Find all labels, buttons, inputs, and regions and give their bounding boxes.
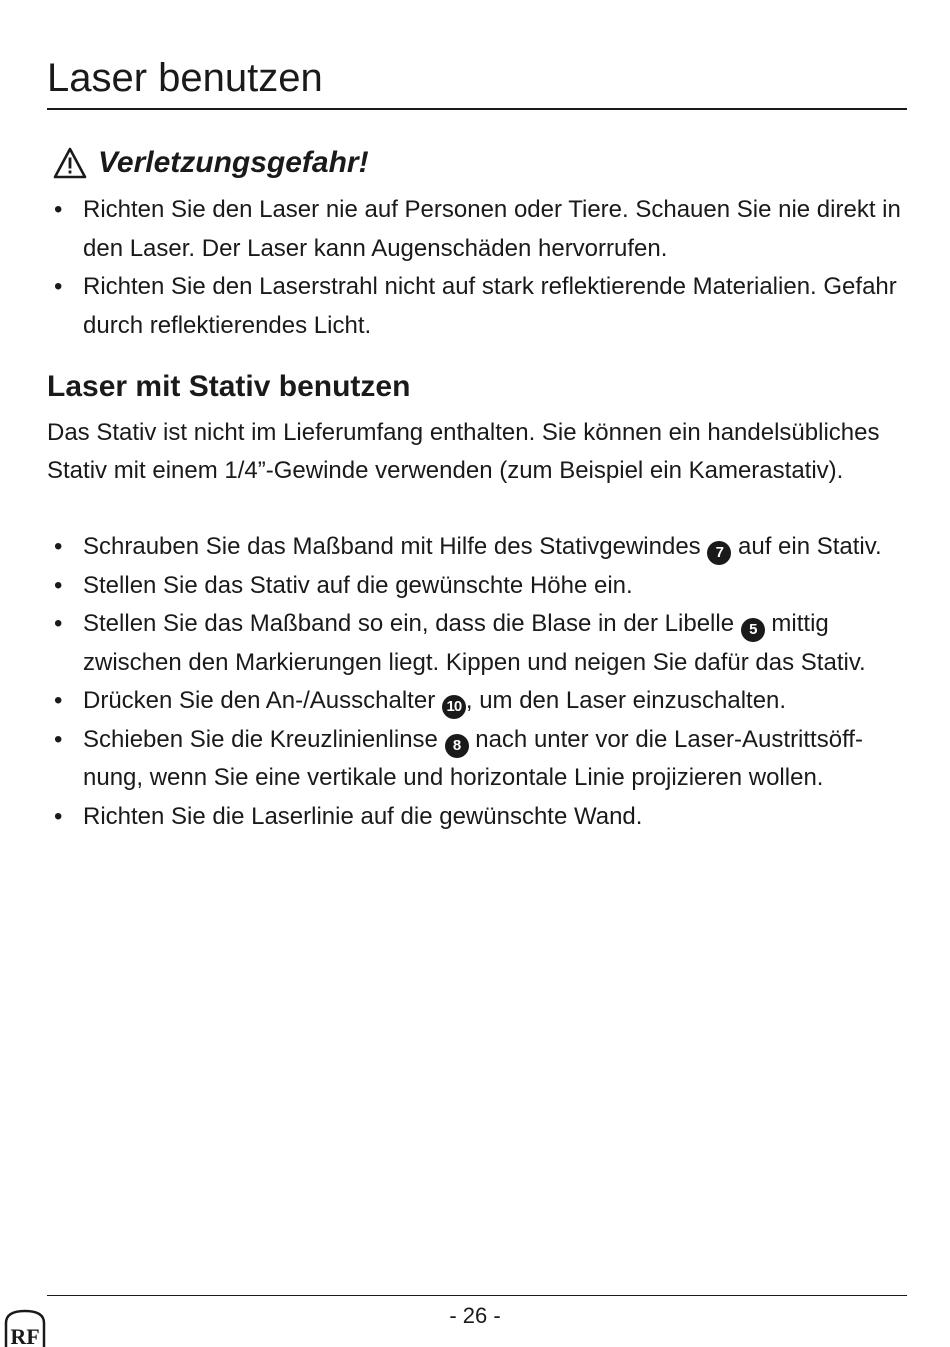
- page-title: Laser benutzen: [47, 56, 323, 100]
- reference-number-badge: 7: [707, 541, 731, 565]
- title-divider: [47, 108, 907, 110]
- step-item: [47, 567, 907, 606]
- step-item: [47, 682, 907, 721]
- page-number: - 26 -: [449, 1303, 501, 1328]
- step-text-continued: , um den Laser einzuschalten.: [465, 687, 787, 714]
- step-text-continued: auf ein Stativ.: [731, 533, 882, 560]
- step-text: Stellen Sie das Stativ auf die gewünschte Höhe ein.: [83, 571, 633, 599]
- warning-heading-text: Verletzungsgefahr!: [98, 146, 369, 179]
- footer-divider: [47, 1295, 907, 1296]
- step-item: [47, 605, 907, 682]
- bullet-icon: •: [54, 687, 63, 714]
- step-text: Stellen Sie das Maßband so ein, dass die Blase in der Libelle: [83, 610, 741, 637]
- warning-item-text: Richten Sie den Laserstrahl nicht auf stark reflektierende Materialien. Gefahr durch reflektierendes Licht.: [83, 273, 897, 339]
- step-item: [47, 721, 907, 798]
- step-text-continued: mittig zwischen den Markierungen liegt. Kippen und neigen Sie dafür das Stativ.: [83, 610, 866, 676]
- bullet-icon: •: [54, 533, 63, 560]
- steps-list: [47, 528, 907, 836]
- step-item: [47, 798, 907, 837]
- step-text: Richten Sie die Laserlinie auf die gewünschte Wand.: [83, 802, 643, 830]
- logo-text: RF: [10, 1324, 40, 1347]
- bullet-icon: •: [54, 196, 63, 223]
- brand-logo-icon: [2, 1307, 48, 1347]
- warning-triangle-icon: [52, 146, 88, 180]
- bullet-icon: •: [54, 725, 63, 753]
- reference-number-badge: 8: [445, 734, 469, 758]
- bullet-icon: •: [54, 610, 63, 637]
- section-heading: Laser mit Stativ benutzen: [47, 370, 411, 403]
- step-text: Drücken Sie den An-/Ausschalter: [83, 687, 442, 714]
- reference-number-badge: 5: [741, 618, 765, 642]
- bullet-icon: •: [54, 571, 63, 599]
- step-text: Schieben Sie die Kreuzlinienlinse: [83, 725, 445, 753]
- bullet-icon: •: [54, 802, 63, 830]
- step-item: [47, 528, 907, 567]
- warning-item: [47, 268, 907, 345]
- warning-heading: [52, 146, 369, 180]
- warning-item-text: Richten Sie den Laser nie auf Personen oder Tiere. Schauen Sie nie direkt in den Laser. Der Laser kann Augenschäden hervorrufen.: [83, 196, 901, 262]
- step-text-continued: nach unter vor die Laser-Austrittsöff-nung, wenn Sie eine vertikale und horizontale Linie projizieren wollen.: [83, 725, 863, 791]
- warning-item: [47, 191, 907, 268]
- bullet-icon: •: [54, 273, 63, 300]
- step-text: Schrauben Sie das Maßband mit Hilfe des Stativgewindes: [83, 533, 708, 560]
- reference-number-badge: 10: [442, 695, 466, 719]
- warning-list: [47, 191, 907, 345]
- section-intro: Das Stativ ist nicht im Lieferumfang enthalten. Sie können ein handelsübliches Stativ mit einem 1/4”-Gewinde verwenden (zum Beispiel ein Kamerastativ).: [47, 419, 880, 484]
